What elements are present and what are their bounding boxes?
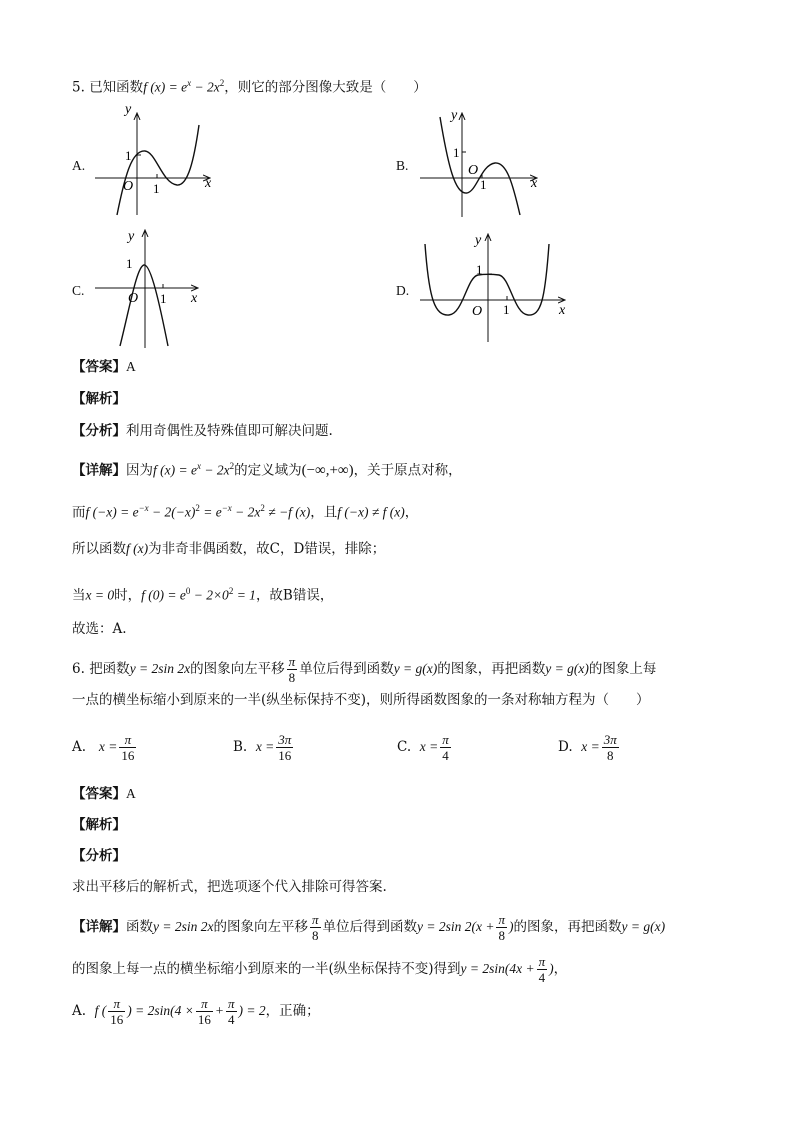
graph-d-x-label: x — [559, 303, 566, 318]
q6-option-a: A. x = $\frac{\pi}{16}$ — [72, 732, 135, 763]
graph-c-x-label: x — [191, 291, 198, 306]
graph-d-y-one: 1 — [476, 262, 483, 277]
q6-answer: 【答案】A — [72, 786, 136, 802]
graph-c — [90, 226, 210, 351]
q5-detail-line-3: 所以函数f (x)为非奇非偶函数，故C，D错误，排除； — [72, 541, 386, 557]
graph-a-y-label: y — [125, 105, 132, 117]
q5-conclusion: 故选：A. — [72, 621, 127, 637]
graph-b-y-one: 1 — [453, 145, 460, 160]
graph-b — [415, 105, 545, 220]
q6-detail-line-3: A. f ( $\frac{\pi}{16}$ ) = 2sin(4 × $\frac{\pi}{16}$ + $\frac{\pi}{4}$ ) = 2，正确； — [72, 996, 320, 1027]
q5-detail-line-1: 【详解】因为f $(x) = e^x - 2x^2$的定义域为(−∞,+∞)，关于原点对称， — [72, 461, 462, 479]
graph-d — [415, 230, 575, 345]
graph-b-origin-label: O — [468, 163, 479, 178]
graph-b-y-label: y — [451, 108, 458, 123]
q6-fenxi: 求出平移后的解析式，把选项逐个代入排除可得答案. — [72, 879, 387, 895]
q6-fenxi-heading: 【分析】 — [72, 848, 126, 864]
q5-analysis-heading: 【解析】 — [72, 391, 126, 407]
q6-stem-line-1: 6. 把函数y = 2sin 2x的图象向左平移 $\frac{\pi}{8}$ 单位后得到函数y = g(x)的图象，再把函数y = g(x)的图象上每 — [72, 654, 657, 685]
question-number: 6. — [72, 661, 85, 677]
option-b-label: B. — [396, 158, 409, 173]
q5-detail-line-4: 当x = 0时，f $(0) = e^0 - 2\times 0^2 = 1$，故B错误， — [72, 586, 334, 604]
q5-stem: 5. 已知函数f $(x) = e^x - 2x^2$，则它的部分图像大致是（ ） — [72, 78, 427, 96]
question-number: 5. — [72, 79, 85, 96]
graph-b-x-one: 1 — [480, 177, 487, 192]
graph-c-x-one: 1 — [160, 291, 167, 306]
graph-c-y-one: 1 — [126, 256, 133, 271]
option-d-label: D. — [396, 283, 410, 298]
option-a-label: A. — [72, 158, 86, 173]
graph-a-x-one: 1 — [153, 181, 160, 196]
graph-a-x-label: x — [205, 176, 212, 191]
q6-stem-line-2: 一点的横坐标缩小到原来的一半(纵坐标保持不变)，则所得函数图象的一条对称轴方程为（ ） — [72, 692, 650, 708]
fraction-pi-over-8: $\frac{\pi}{8}$ — [288, 654, 296, 685]
q6-analysis-heading: 【解析】 — [72, 817, 126, 833]
graph-d-y-label: y — [475, 233, 482, 248]
graph-b-x-label: x — [531, 176, 538, 191]
q5-detail-line-2: 而f $(-x) = e^{-x} - 2(-x)^2 = e^{-x} - 2x^2 \ne -f$ (x)，且f (−x) ≠ f (x)， — [72, 503, 419, 521]
q6-detail-line-2: 的图象上每一点的横坐标缩小到原来的一半(纵坐标保持不变)得到y = 2sin(4x + $\frac{\pi}{4}$ )， — [72, 954, 568, 985]
graph-a-y-one: 1 — [125, 148, 132, 163]
option-c-label: C. — [72, 283, 85, 298]
graph-d-origin-label: O — [472, 304, 483, 319]
graph-d-x-one: 1 — [503, 302, 510, 317]
graph-c-y-label: y — [128, 229, 135, 244]
graph-c-origin-label: O — [128, 291, 139, 306]
q5-answer: 【答案】A — [72, 359, 136, 375]
q6-detail-line-1: 【详解】函数y = 2sin 2x的图象向左平移 $\frac{\pi}{8}$ 单位后得到函数y = 2sin 2(x + $\frac{\pi}{8}$ )的图象，再把函数y = g(x) — [72, 912, 666, 943]
q6-option-b: B. x = $\frac{3\pi}{16}$ — [233, 732, 292, 763]
graph-a — [90, 105, 220, 220]
q5-fenxi: 【分析】利用奇偶性及特殊值即可解决问题. — [72, 423, 333, 439]
q6-option-c: C. x = $\frac{\pi}{4}$ — [397, 732, 449, 763]
graph-a-origin-label: O — [123, 179, 134, 194]
q6-option-d: D. x = $\frac{3\pi}{8}$ — [558, 732, 617, 763]
